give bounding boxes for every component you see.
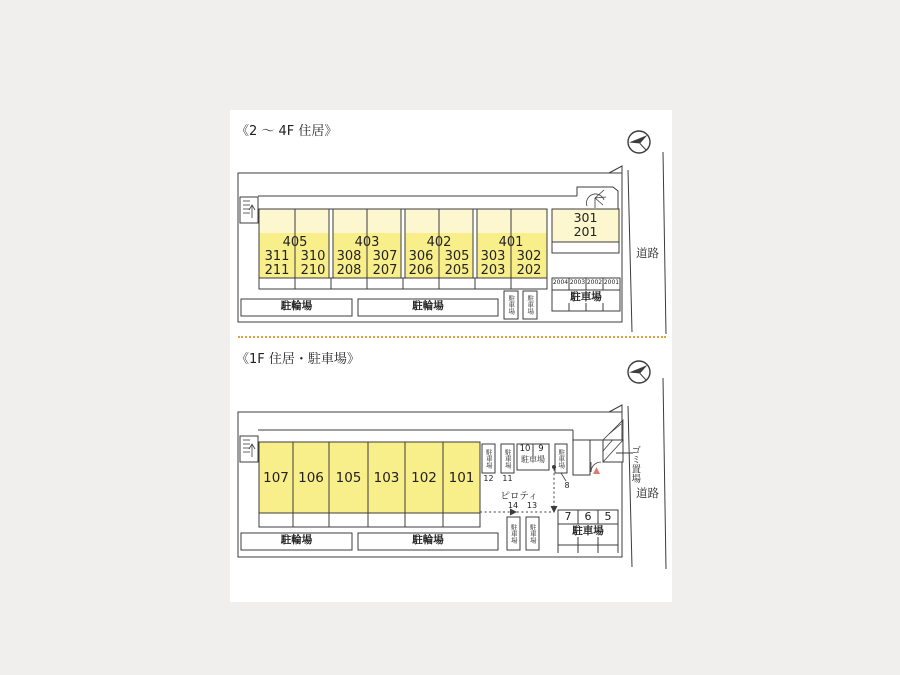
parking-stall-6: 6 (584, 510, 592, 523)
parking-9-number: 9 (538, 444, 544, 454)
floor-separator-line (238, 336, 666, 338)
parking-stall-2002: 2002 (586, 279, 603, 286)
parking-lot-label-top: 駐車場 (570, 291, 602, 303)
parking-8-number: 8 (564, 481, 570, 490)
parking-stall-7: 7 (564, 510, 572, 523)
unit-label-405: 405 (282, 235, 308, 250)
stairs-icon-bottom-left (240, 436, 258, 462)
parking-14-label: 駐車場 (509, 523, 518, 544)
parking-12-number: 12 (483, 474, 494, 483)
parking-8-label: 駐車場 (557, 448, 566, 469)
unit-label-208: 208 (336, 263, 362, 278)
room-label-105: 105 (335, 470, 362, 486)
road-lines-top (628, 152, 666, 334)
parking-14-number: 14 (507, 501, 519, 510)
unit-label-303: 303 (480, 249, 506, 264)
room-label-106: 106 (298, 470, 324, 486)
parking-lot-label-bottom: 駐車場 (572, 525, 604, 537)
unit-label-201: 201 (573, 224, 598, 239)
spiral-stairs-icon-top-right (586, 190, 606, 208)
building-outline-2-4f (258, 187, 618, 209)
unit-label-205: 205 (444, 263, 470, 278)
unit-label-206: 206 (408, 263, 434, 278)
bicycle-parking-label-top-2: 駐輪場 (412, 300, 444, 312)
unit-label-403: 403 (354, 235, 380, 250)
unit-label-203: 203 (480, 263, 506, 278)
compass-icon-bottom (628, 361, 650, 383)
parking-13-number: 13 (526, 501, 538, 510)
unit-label-301: 301 (573, 210, 598, 225)
parking-stall-2003: 2003 (569, 279, 586, 286)
unit-label-306: 306 (408, 249, 434, 264)
balcony-strip-2-4f (259, 278, 547, 289)
unit-label-307: 307 (372, 249, 398, 264)
balcony-strip-1f (259, 513, 480, 527)
unit-label-308: 308 (336, 249, 362, 264)
title-2-4f: 《2 ～ 4F 住居》 (236, 124, 338, 139)
unit-label-302: 302 (516, 249, 542, 264)
road-label-top: 道路 (636, 246, 659, 260)
room-label-103: 103 (373, 470, 400, 486)
parking-stall-2004: 2004 (552, 279, 569, 286)
room-label-107: 107 (263, 470, 289, 486)
unit-label-211: 211 (264, 263, 290, 278)
bicycle-parking-label-top-1: 駐輪場 (280, 300, 313, 312)
small-parking-label-top-2: 駐車場 (526, 295, 535, 315)
unit-label-311: 311 (264, 249, 290, 264)
room-label-101: 101 (448, 470, 475, 486)
parking-stall-5: 5 (604, 510, 612, 523)
small-parking-label-top-1: 駐車場 (507, 295, 516, 315)
parking-11-label: 駐車場 (503, 448, 512, 469)
unit-label-305: 305 (444, 249, 470, 264)
parking-10-number: 10 (519, 444, 531, 454)
floorplan-panel (230, 110, 672, 602)
parking-stall-2001: 2001 (603, 279, 620, 286)
unit-label-402: 402 (426, 235, 452, 250)
garbage-area-label: ゴミ置場 (629, 445, 641, 483)
unit-label-401: 401 (498, 235, 524, 250)
parking-910-label: 駐車場 (521, 455, 545, 464)
compass-icon-top (628, 131, 650, 153)
title-1f: 《1F 住居・駐車場》 (236, 352, 360, 367)
unit-label-310: 310 (300, 249, 326, 264)
parking-13-label: 駐車場 (528, 523, 537, 544)
bicycle-parking-label-bottom-1: 駐輪場 (280, 534, 313, 546)
stairs-icon-top-left (240, 197, 258, 223)
entrance-and-garbage-structures (591, 420, 633, 474)
unit-label-202: 202 (516, 263, 542, 278)
unit-label-207: 207 (372, 263, 398, 278)
unit-label-210: 210 (300, 263, 326, 278)
piloti-label: ピロティ (500, 491, 538, 502)
room-label-102: 102 (411, 470, 437, 486)
road-label-bottom: 道路 (636, 486, 659, 500)
bicycle-parking-label-bottom-2: 駐輪場 (412, 534, 444, 546)
parking-12-label: 駐車場 (484, 448, 493, 469)
parking-11-number: 11 (502, 474, 513, 483)
